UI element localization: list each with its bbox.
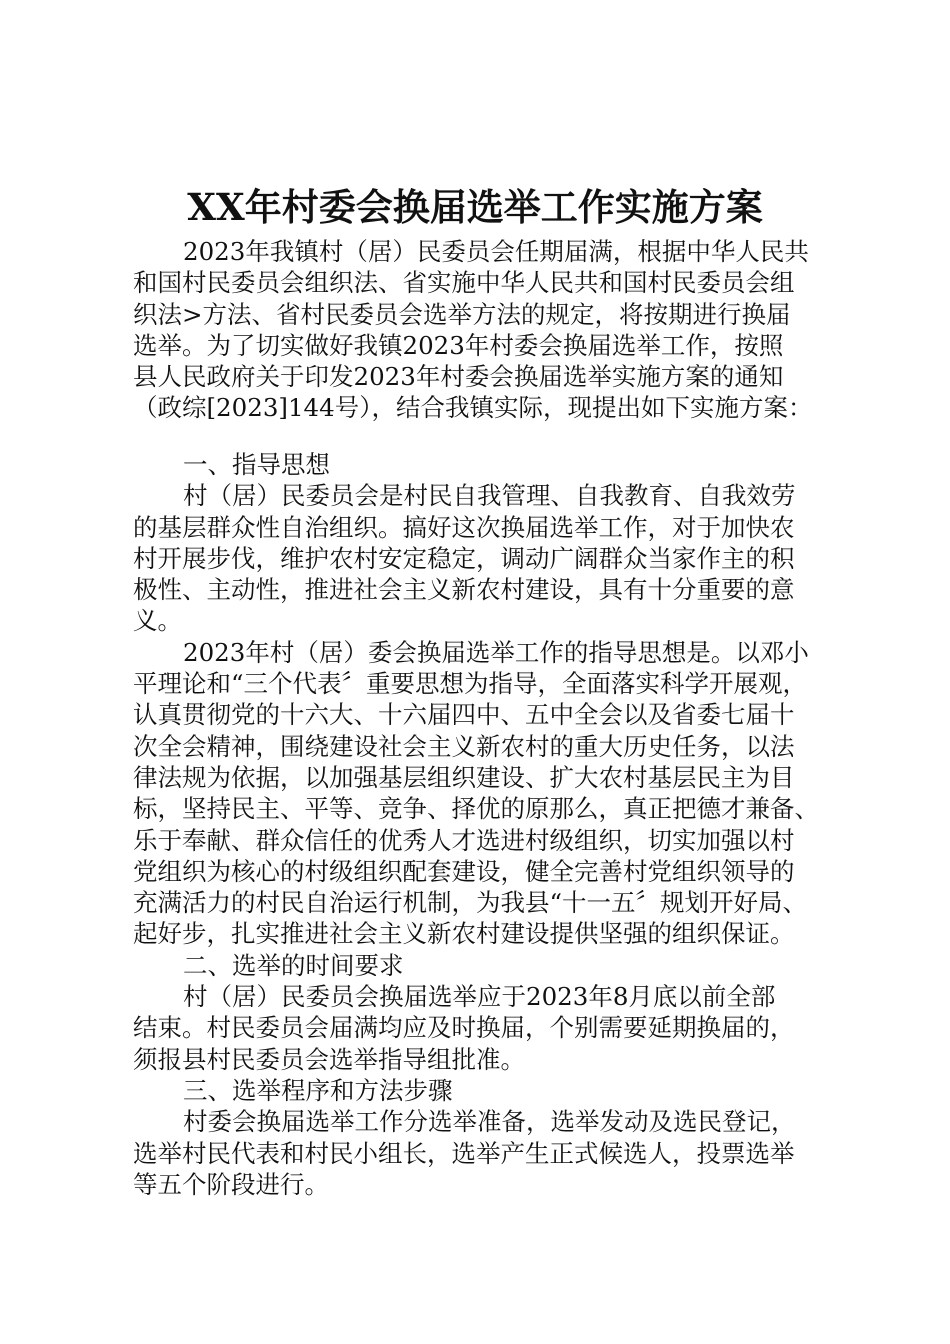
- intro-line: 织法>方法、省村民委员会选举方法的规定，将按期进行换届: [133, 299, 791, 329]
- paragraph-line: 次全会精神，围绕建设社会主义新农村的重大历史任务，以法: [133, 731, 795, 761]
- paragraph-line: 2023年村（居）委会换届选举工作的指导思想是。以邓小: [183, 637, 809, 667]
- intro-line: 选举。为了切实做好我镇2023年村委会换届选举工作，按照: [133, 330, 784, 360]
- intro-line: 县人民政府关于印发2023年村委会换届选举实施方案的通知: [133, 362, 784, 392]
- paragraph-line: 村开展步伐，维护农村安定稳定，调动广阔群众当家作主的积: [133, 543, 795, 573]
- paragraph-line: 标，坚持民主、平等、竞争、择优的原那么，真正把德才兼备、: [133, 794, 819, 824]
- paragraph-line: 结束。村民委员会届满均应及时换届，个别需要延期换届的，: [133, 1013, 795, 1043]
- paragraph-line: 的基层群众性自治组织。搞好这次换届选举工作，对于加快农: [133, 512, 795, 542]
- intro-line: 2023年我镇村（居）民委员会任期届满，根据中华人民共: [183, 237, 809, 266]
- paragraph-line: 选举村民代表和村民小组长，选举产生正式候选人，投票选举: [133, 1138, 795, 1168]
- section-heading: 一、指导思想: [183, 450, 330, 479]
- paragraph-line: 认真贯彻党的十六大、十六届四中、五中全会以及省委七届十: [133, 700, 795, 730]
- paragraph-line: 平理论和“三个代表〞重要思想为指导，全面落实科学开展观，: [133, 669, 808, 699]
- section-heading: 二、选举的时间要求: [183, 950, 404, 980]
- paragraph-line: 义。: [133, 606, 182, 636]
- section-heading: 三、选举程序和方法步骤: [183, 1075, 453, 1105]
- paragraph-line: 村（居）民委员会是村民自我管理、自我教育、自我效劳: [183, 481, 796, 511]
- paragraph-line: 充满活力的村民自治运行机制，为我县“十一五〞规划开好局、: [133, 888, 808, 918]
- intro-line: 和国村民委员会组织法、省实施中华人民共和国村民委员会组: [133, 268, 795, 298]
- document-title: XX年村委会换届选举工作实施方案: [187, 185, 763, 229]
- paragraph-line: 须报县村民委员会选举指导组批准。: [133, 1044, 525, 1074]
- paragraph-line: 律法规为依据，以加强基层组织建设、扩大农村基层民主为目: [133, 762, 795, 792]
- paragraph-line: 村委会换届选举工作分选举准备，选举发动及选民登记，: [183, 1107, 796, 1137]
- paragraph-line: 等五个阶段进行。: [133, 1169, 329, 1199]
- section-1: [133, 449, 845, 1200]
- paragraph-line: 党组织为核心的村级组织配套建设，健全完善村党组织领导的: [133, 856, 795, 886]
- intro-line: （政综[2023]144号），结合我镇实际，现提出如下实施方案：: [133, 393, 813, 423]
- intro-paragraph: [133, 236, 845, 424]
- paragraph-line: 起好步，扎实推进社会主义新农村建设提供坚强的组织保证。: [133, 919, 795, 949]
- paragraph-line: 乐于奉献、群众信任的优秀人才选进村级组织，切实加强以村: [133, 825, 795, 855]
- paragraph-line: 村（居）民委员会换届选举应于2023年8月底以前全部: [183, 982, 776, 1012]
- paragraph-line: 极性、主动性，推进社会主义新农村建设，具有十分重要的意: [133, 575, 795, 605]
